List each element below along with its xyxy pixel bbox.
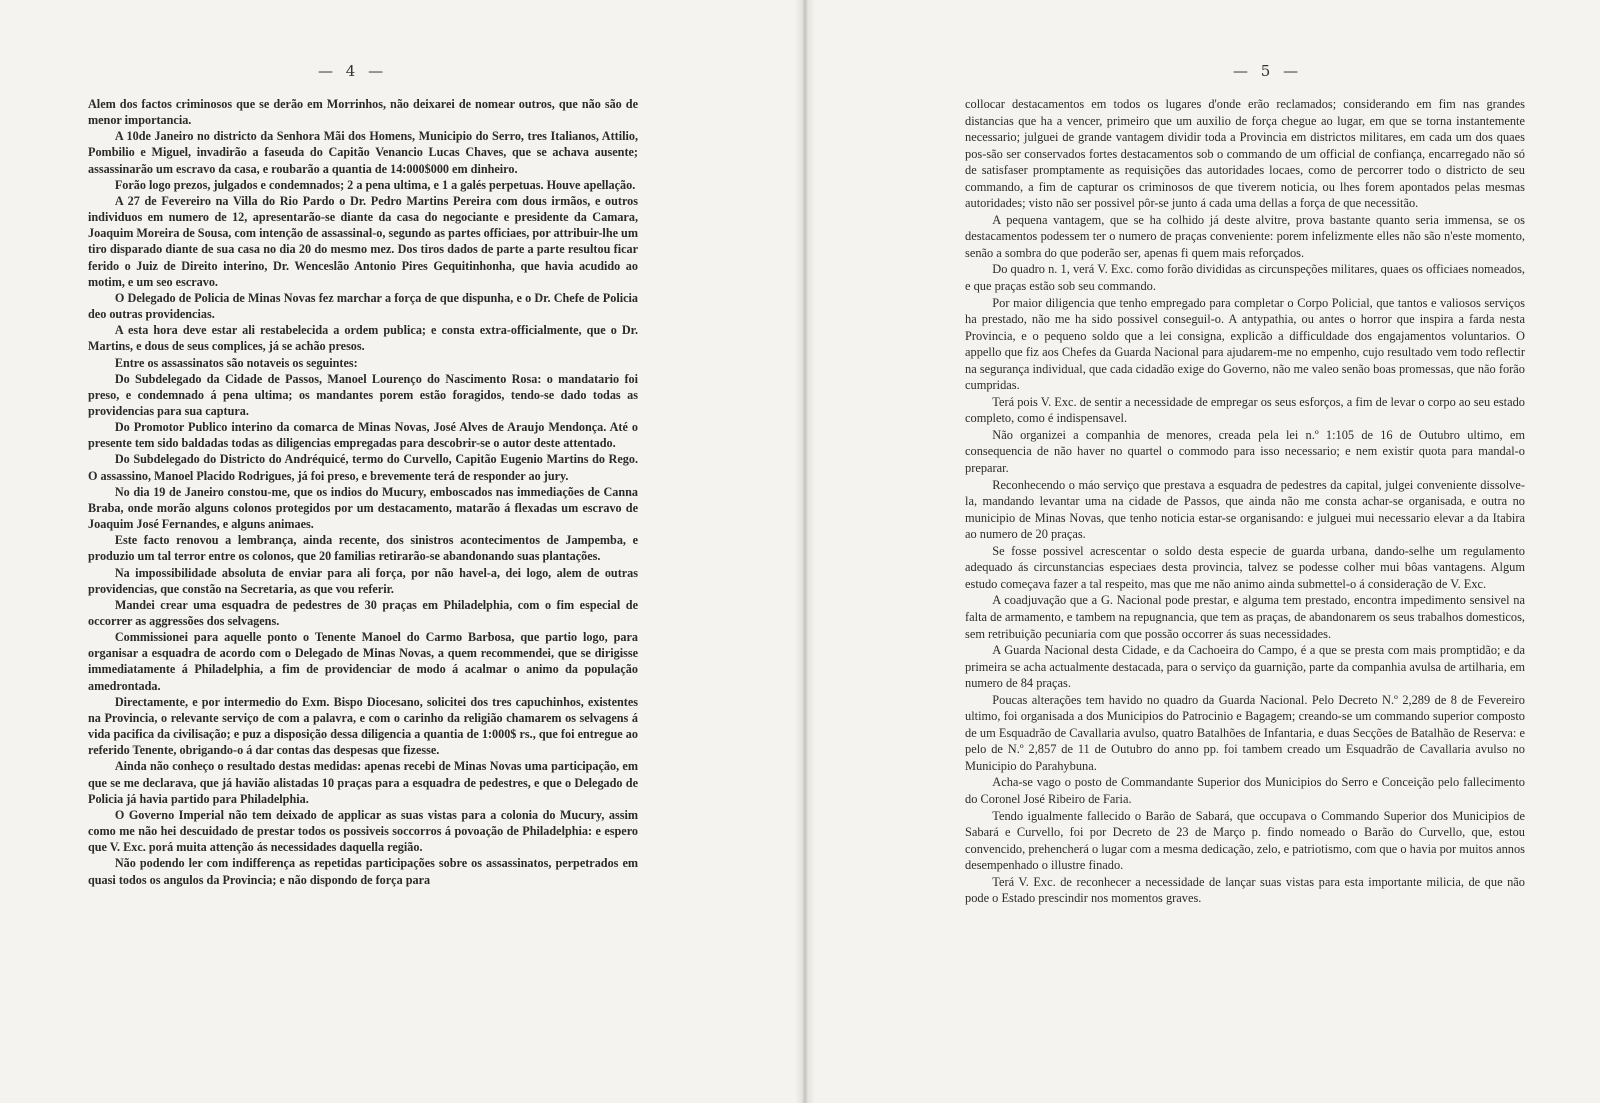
paragraph: Terá pois V. Exc. de sentir a necessidade de empregar os seus esforços, a fim de levar o corpo ao seu estado completo, como é indispensavel. [965, 394, 1525, 426]
paragraph: Não podendo ler com indifferença as repetidas participações sobre os assassinatos, perpetrados em quasi todos os angulos da Provincia; e não dispondo de força para [88, 856, 638, 887]
right-page [805, 0, 1600, 1103]
paragraph: A pequena vantagem, que se ha colhido já deste alvitre, prova bastante quanto seria immensa, se os destacamentos podessem ter o numero de praças conveniente: porem infelizmente elles não são n'este momento, senão a sombra do que poderão ser, apenas fi quem mais reforçados. [965, 212, 1525, 260]
paragraph: Entre os assassinatos são notaveis os seguintes: [114, 355, 358, 370]
paragraph: Terá V. Exc. de reconhecer a necessidade de lançar suas vistas para esta importante milicia, de que não pode o Estado prescindir nos momentos graves. [965, 874, 1525, 906]
paragraph: Acha-se vago o posto de Commandante Superior dos Municipios do Serro e Conceição pelo fallecimento do Coronel José Ribeiro de Faria. [965, 775, 1525, 806]
paragraph: Tendo igualmente fallecido o Barão de Sabará, que occupava o Commando Superior dos Municipios de Sabará e Curvello, foi por Decreto de 23 de Março p. findo nomeado o Barão do Curvello, que, estou convencido, prehencherá o lugar com a mesma dedicação, zelo, e patriotismo, com que o havia por muitos annos desempenhado o illustre finado. [965, 808, 1525, 873]
paragraph: Directamente, e por intermedio do Exm. Bispo Diocesano, solicitei dos tres capuchinhos, existentes na Provincia, o relevante serviço de com a palavra, e com o carinho da religião chamarem os selvagens á vida pacifica da civilisação; e puz a disposição dessa diligencia a quantia de 1:000$ rs., que foi entregue ao referido Tenente, obrigando-o á dar contas das despesas que fizesse. [88, 694, 638, 758]
paragraph: O Delegado de Policia de Minas Novas fez marchar a força de que dispunha, e o Dr. Chefe de Policia deo outras providencias. [88, 290, 638, 322]
paragraph: Este facto renovou a lembrança, ainda recente, dos sinistros acontecimentos de Jampemba, e produzio um tal terror entre os colonos, que 20 familias retirarão-se abandonando suas plantações. [88, 533, 638, 564]
paragraph: Commissionei para aquelle ponto o Tenente Manoel do Carmo Barbosa, que partio logo, para organisar a esquadra de acordo com o Delegado de Minas Novas, a quem recommendei, que se dirigisse immediatamente á Philadelphia, a fim de providenciar de modo á acalmar o animo da população amedrontada. [88, 630, 638, 693]
paragraph: Do Promotor Publico interino da comarca de Minas Novas, José Alves de Araujo Mendonça. Até o presente tem sido baldadas todas as diligencias empregadas para descobrir-se o autor deste attentado. [88, 420, 638, 451]
paragraph: Forão logo prezos, julgados e condemnados; 2 a pena ultima, e 1 a galés perpetuas. Houve apellação. [114, 177, 636, 192]
left-page [0, 0, 795, 1103]
paragraph: Do Subdelegado da Cidade de Passos, Manoel Lourenço do Nascimento Rosa: o mandatario foi preso, e condemnado á pena ultima; os mandantes porem estão foragidos, tendo-se dado todas as providencias para sua captura. [88, 371, 638, 418]
paragraph: A 10de Janeiro no districto da Senhora Mãi dos Homens, Municipio do Serro, tres Italianos, Attilio, Pombilio e Miguel, invadirão a faseuda do Capitão Venancio Lucas Chaves, que se achava ausente; assassinarão um escravo da casa, e roubarão a quantia de 14:000$000 em dinheiro. [88, 129, 638, 176]
paragraph: A 27 de Fevereiro na Villa do Rio Pardo o Dr. Pedro Martins Pereira com dous irmãos, e outros individuos em numero de 12, apresentarão-se diante da casa do negociante e presidente da Camara, Joaquim Moreira de Sousa, com intenção de assassinal-o, segundo as partes officiaes, por attribuir-lhe um tiro disparado diante de sua casa no dia 20 do mesmo mez. Dos tiros dados de parte a parte resultou ficar ferido o Juiz de Direito interino, Dr. Wenceslão Antonio Pires Gequitinhonha, que havia acudido ao motim, e um seo escravo. [88, 193, 638, 289]
paragraph: Poucas alterações tem havido no quadro da Guarda Nacional. Pelo Decreto N.º 2,289 de 8 de Fevereiro ultimo, foi organisada a dos Municipios do Patrocinio e Bagagem; creando-se um commando superior composto de um Esquadrão de Cavallaria avulso, quatro Batalhões de Infantaria, e duas Secções de Batalhão de Reserva: e pelo de N.º 2,857 de 11 de Outubro do anno pp. foi tambem creado um Esquadrão de Cavallaria avulso no Municipio do Parahybuna. [965, 692, 1525, 773]
paragraph: Do Subdelegado do Districto do Andréquicé, termo do Curvello, Capitão Eugenio Martins do Rego. O assassino, Manoel Placido Rodrigues, já foi preso, e brevemente terá de responder ao jury. [88, 452, 638, 483]
left-page-text [88, 96, 638, 888]
paragraph: A Guarda Nacional desta Cidade, e da Cachoeira do Campo, é a que se presta com mais promptidão; e da primeira se acha actualmente destacada, para o serviço da guarnição, parte da companhia avulsa de artilharia, em numero de 84 praças. [965, 643, 1525, 691]
paragraph: Ainda não conheço o resultado destas medidas: apenas recebi de Minas Novas uma participação, em que se me declarava, que já havião alistadas 10 praças para a esquadra de pedestres, e que o Delegado de Policia já havia partido para Philadelphia. [88, 759, 638, 806]
page-number-left: — 4 — [318, 62, 388, 80]
paragraph: Se fosse possivel acrescentar o soldo desta especie de guarda urbana, dando-selhe um regulamento adequado ás circunstancias especiaes desta provincia, talvez se podesse colher mui bôas vantagens. Algum estudo começava fazer a tal respeito, mas que me não animo ainda submettel-o á consideração de V. Exc. [965, 543, 1525, 591]
paragraph: Não organizei a companhia de menores, creada pela lei n.º 1:105 de 16 de Outubro ultimo, em consequencia de não haver no quartel o commodo para isso necessario; e nem existir quota para mandal-o preparar. [965, 427, 1525, 476]
paragraph: collocar destacamentos em todos os lugares d'onde erão reclamados; considerando em fim nas grandes distancias que ha a vencer, primeiro que um auxilio de força chegue ao lugar, em que se torna instantemente necessario; julguei de grande vantagem dividir toda a Provincia em districtos militares, em cada um dos quaes pos-são ser conservados fortes destacamentos sob o commando de um official de confiança, encarregado não só de satisfaser promptamente as requisições das autoridades locaes, como de percorrer todo o districto de seu commando, a fim de capturar os criminosos de que tiverem noticia, ou lhes forem apontados pelas mesmas autoridades; visto não ser possivel pôr-se junto á cada uma dellas a força de que necessitão. [965, 97, 1525, 211]
right-page-text [965, 96, 1525, 907]
paragraph: A coadjuvação que a G. Nacional pode prestar, e alguma tem prestado, encontra impedimento sensivel na falta de armamento, e tambem na repugnancia, que tem as praças, de abandonarem os seus trabalhos domesticos, sem retribuição pecuniaria com que possão occorrer ás suas necessidades. [965, 593, 1525, 641]
paragraph: Mandei crear uma esquadra de pedestres de 30 praças em Philadelphia, com o fim especial de occorrer as aggressões dos selvagens. [88, 597, 638, 628]
paragraph: Reconhecendo o máo serviço que prestava a esquadra de pedestres da capital, julgei conveniente dissolve-la, mandando levantar uma na cidade de Passos, que ainda não me consta achar-se organisada, e outra no municipio de Minas Novas, que tenho noticia estar-se organisando: e julguei mui necessario elevar a da Itabira ao numero de 20 praças. [965, 477, 1525, 542]
paragraph: Do quadro n. 1, verá V. Exc. como forão divididas as circunspeções militares, quaes os officiaes nomeados, e que praças estão sob seu commando. [965, 262, 1525, 294]
paragraph: No dia 19 de Janeiro constou-me, que os indios do Mucury, emboscados nas immediações de Canna Braba, onde morão alguns colonos protegidos por um destacamento, matarão á flexadas um escravo de Joaquim José Fernandes, e alguns animaes. [88, 484, 638, 532]
paragraph: Alem dos factos criminosos que se derão em Morrinhos, não deixarei de nomear outros, que não são de menor importancia. [88, 97, 638, 128]
paragraph: O Governo Imperial não tem deixado de applicar as suas vistas para a colonia do Mucury, assim como me não hei descuidado de prestar todos os possiveis soccorros á povoação de Philadelphia: e espero que V. Exc. porá muita attenção ás necessidades daquella região. [88, 807, 638, 855]
paragraph: Por maior diligencia que tenho empregado para completar o Corpo Policial, que tantos e valiosos serviços ha prestado, não me ha sido possivel conseguil-o. A antypathia, ou antes o horror que inspira a farda nesta Provincia, e o pequeno soldo que a lei consigna, explicão a difficuldade dos engajamentos voluntarios. O appello que fiz aos Chefes da Guarda Nacional para ajudarem-me no empenho, cujo resultado vem todo reflectir na segurança individual, que cada cidadão exige do Governo, não me valeo senão boas promessas, que não forão cumpridas. [965, 295, 1525, 393]
page-number-right: — 5 — [1233, 62, 1303, 80]
paragraph: A esta hora deve estar ali restabelecida a ordem publica; e consta extra-officialmente, que o Dr. Martins, e dous de seus complices, já se achão presos. [88, 323, 638, 354]
paragraph: Na impossibilidade absoluta de enviar para ali força, por não havel-a, dei logo, alem de outras providencias, que constão na Secretaria, as que vou referir. [88, 565, 638, 596]
